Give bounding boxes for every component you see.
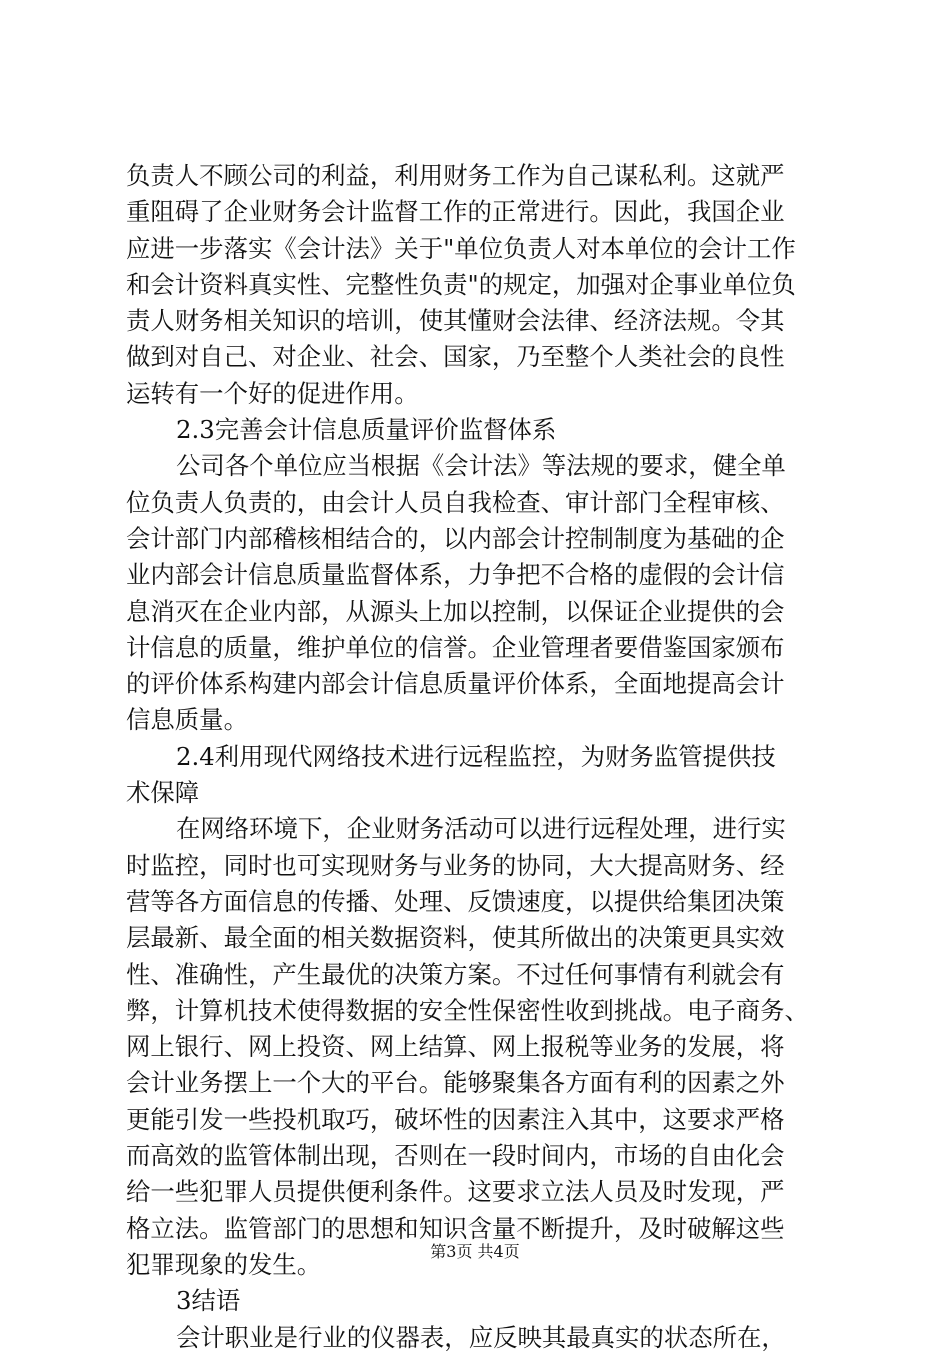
text-line: 术保障 [126,778,200,808]
text-line: 重阻碍了企业财务会计监督工作的正常进行。因此，我国企业 [126,197,785,227]
text-line: 会计业务摆上一个大的平台。能够聚集各方面有利的因素之外 [126,1068,785,1098]
text-line: 更能引发一些投机取巧，破坏性的因素注入其中，这要求严格 [126,1104,785,1134]
text-line: 2.3完善会计信息质量评价监督体系 [176,415,557,445]
text-line: 和会计资料真实性、完整性负责"的规定，加强对企事业单位负 [126,269,796,299]
text-line: 犯罪现象的发生。 [126,1249,322,1279]
text-line: 计信息的质量，维护单位的信誉。企业管理者要借鉴国家颁布 [126,632,785,662]
text-line: 业内部会计信息质量监督体系，力争把不合格的虚假的会计信 [126,560,785,590]
text-line: 2.4利用现代网络技术进行远程监控，为财务监管提供技 [176,741,776,771]
text-line: 做到对自己、对企业、社会、国家，乃至整个人类社会的良性 [126,342,785,372]
text-line: 信息质量。 [126,705,248,735]
text-line: 网上银行、网上投资、网上结算、网上报税等业务的发展，将 [126,1032,785,1062]
text-line: 位负责人负责的，由会计人员自我检查、审计部门全程审核、 [126,487,785,517]
text-line: 在网络环境下，企业财务活动可以进行远程处理，进行实 [176,814,786,844]
page-footer: 第3页 共4页 [430,1242,520,1261]
document-body [126,158,840,1356]
text-line: 责人财务相关知识的培训，使其懂财会法律、经济法规。令其 [126,306,785,336]
text-line: 弊，计算机技术使得数据的安全性保密性收到挑战。电子商务、 [126,995,809,1025]
text-line: 公司各个单位应当根据《会计法》等法规的要求，健全单 [176,451,786,481]
text-line: 会计部门内部稽核相结合的，以内部会计控制制度为基础的企 [126,523,785,553]
text-line: 负责人不顾公司的利益，利用财务工作为自己谋私利。这就严 [126,161,785,190]
text-line: 格立法。监管部门的思想和知识含量不断提升，及时破解这些 [126,1213,785,1243]
text-line: 而高效的监管体制出现，否则在一段时间内，市场的自由化会 [126,1141,785,1171]
text-line: 营等各方面信息的传播、处理、反馈速度，以提供给集团决策 [126,886,785,916]
text-line: 3结语 [176,1286,241,1316]
text-line: 息消灭在企业内部，从源头上加以控制，以保证企业提供的会 [126,596,785,626]
text-line: 层最新、最全面的相关数据资料，使其所做出的决策更具实效 [126,923,785,953]
text-line: 会计职业是行业的仪器表，应反映其最真实的状态所在， [176,1322,786,1352]
text-line: 给一些犯罪人员提供便利条件。这要求立法人员及时发现，严 [126,1177,785,1207]
text-line: 应进一步落实《会计法》关于"单位负责人对本单位的会计工作 [126,233,796,263]
text-line: 时监控，同时也可实现财务与业务的协同，大大提高财务、经 [126,850,785,880]
text-line: 性、准确性，产生最优的决策方案。不过任何事情有利就会有 [126,959,785,989]
text-line: 运转有一个好的促进作用。 [126,378,419,408]
text-line: 的评价体系构建内部会计信息质量评价体系，全面地提高会计 [126,669,785,699]
